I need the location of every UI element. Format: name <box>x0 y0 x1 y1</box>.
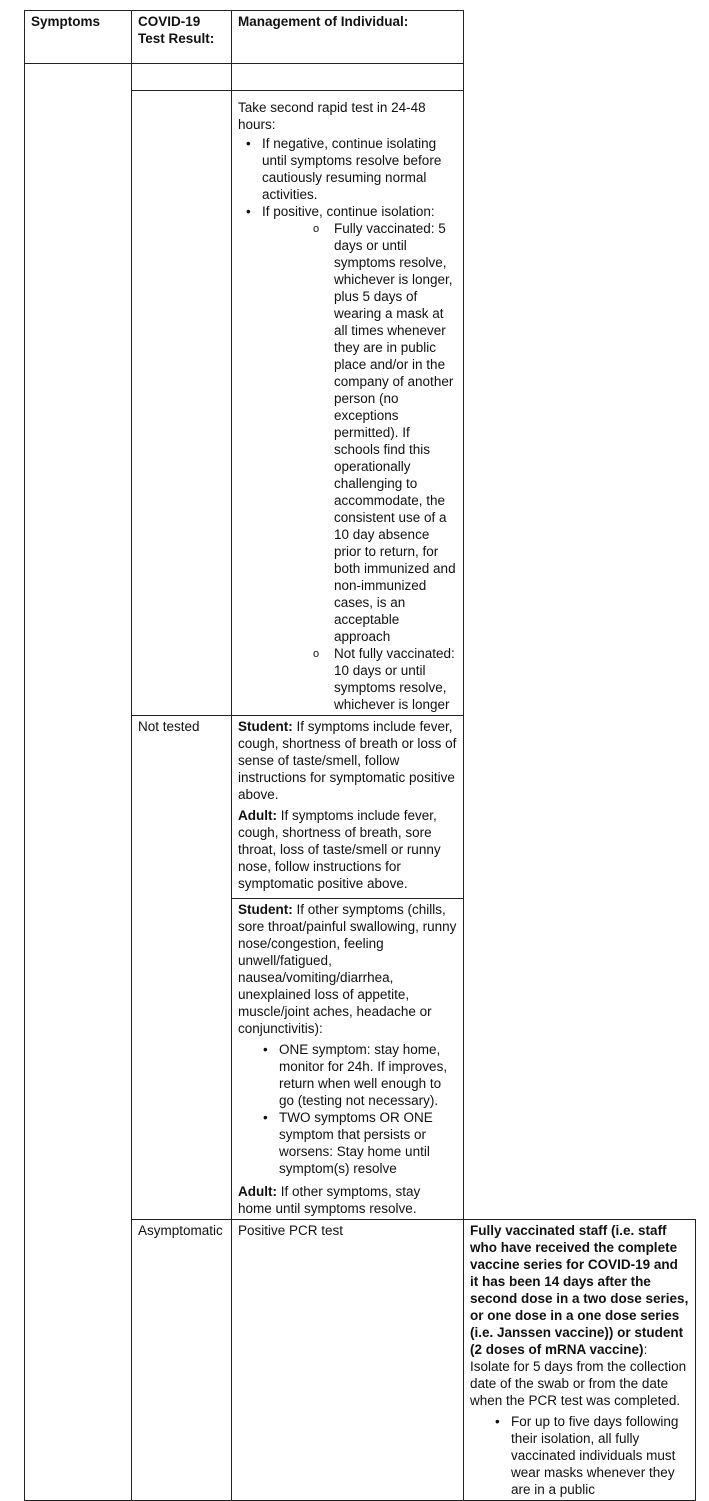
table-header-row <box>25 11 696 64</box>
adult-paragraph <box>238 807 457 892</box>
header-test-result: COVID-19 Test Result: <box>132 11 232 64</box>
list-item <box>262 203 457 713</box>
fully-vaccinated-text: Fully vaccinated: 5 days or until symptoms resolve, whichever is longer, plus 5 days of wearing a mask at all times whenever they are in public place and/or in the company of another person (no exceptions permitted). If schools find this operationally challenging to accommodate, the consistent use of a 10 day absence prior to return, for both immunized and non-immunized cases, is an acceptable approach <box>334 221 456 644</box>
student-paragraph <box>238 718 457 803</box>
rapid-retest-intro: Take second rapid test in 24-48 hours: <box>238 100 426 132</box>
document-page <box>24 10 696 1501</box>
isolation-instruction: : Isolate for 5 days from the collection date of the swab or from the date when the PCR test was completed. <box>470 1342 687 1408</box>
other-adult-paragraph <box>238 1183 457 1217</box>
rapid-retest-list <box>238 135 457 713</box>
two-symptoms-text: TWO symptoms OR ONE symptom that persists or worsens: Stay home until symptom(s) resolve <box>279 1110 433 1176</box>
test-cell-empty <box>132 91 232 716</box>
list-item <box>334 220 457 645</box>
asymptomatic-paragraph <box>470 1222 689 1409</box>
mask-instruction-text: For up to five days following their isolation, all fully vaccinated individuals must wear masks whenever they are in a public <box>511 1414 679 1497</box>
not-tested-other-cell <box>232 899 464 1220</box>
test-cell-empty-top <box>132 64 232 91</box>
fully-vaccinated-definition: Fully vaccinated staff (i.e. staff who have received the complete vaccine series for COVID-19 and it has been 14 days after the second dose in a two dose series, or one dose in a one dose series (i.e. Janssen vaccine)) or student (2 doses of mRNA vaccine) <box>470 1223 689 1357</box>
list-item <box>262 135 457 203</box>
rapid-retest-cell <box>232 91 464 716</box>
positive-result-text: If positive, continue isolation: <box>262 204 435 219</box>
other-symptoms-list <box>238 1041 457 1177</box>
list-item <box>279 1109 457 1177</box>
other-student-paragraph <box>238 901 457 1037</box>
student-label: Student: <box>238 719 293 734</box>
symptoms-cell-empty <box>25 64 132 1501</box>
list-item <box>334 645 457 713</box>
other-student-text: If other symptoms (chills, sore throat/painful swallowing, runny nose/congestion, feeling unwell/fatigued, nausea/vomiting/diarrhea, unexplained loss of appetite, muscle/joint aches, headache or conjunctivitis): <box>238 902 457 1036</box>
asymptomatic-management-cell <box>464 1220 696 1501</box>
covid-management-table <box>24 10 696 1501</box>
adult-text: If symptoms include fever, cough, shortness of breath, sore throat, loss of taste/smell or runny nose, follow instructions for symptomatic positive above. <box>238 808 441 891</box>
list-item <box>279 1041 457 1109</box>
management-cell-empty-top <box>232 64 464 91</box>
vaccination-sublist <box>262 220 457 713</box>
adult-label: Adult: <box>238 808 277 823</box>
not-fully-vaccinated-text: Not fully vaccinated: 10 days or until symptoms resolve, whichever is longer <box>334 646 455 712</box>
header-management: Management of Individual: <box>232 11 464 64</box>
header-symptoms: Symptoms <box>25 11 132 64</box>
negative-result-text: If negative, continue isolating until symptoms resolve before cautiously resuming normal activities. <box>262 136 442 202</box>
other-student-label: Student: <box>238 902 293 917</box>
spacer-row <box>25 64 696 91</box>
positive-pcr-label: Positive PCR test <box>232 1220 464 1501</box>
list-item <box>511 1413 689 1498</box>
asymptomatic-label: Asymptomatic <box>132 1220 232 1501</box>
one-symptom-text: ONE symptom: stay home, monitor for 24h. If improves, return when well enough to go (testing not necessary). <box>279 1042 448 1108</box>
other-adult-label: Adult: <box>238 1184 277 1199</box>
student-text: If symptoms include fever, cough, shortness of breath or loss of sense of taste/smell, follow instructions for symptomatic positive above. <box>238 719 457 802</box>
not-tested-label: Not tested <box>132 716 232 1220</box>
asymptomatic-list <box>470 1413 689 1498</box>
other-adult-text: If other symptoms, stay home until symptoms resolve. <box>238 1184 421 1216</box>
not-tested-main-cell <box>232 716 464 899</box>
